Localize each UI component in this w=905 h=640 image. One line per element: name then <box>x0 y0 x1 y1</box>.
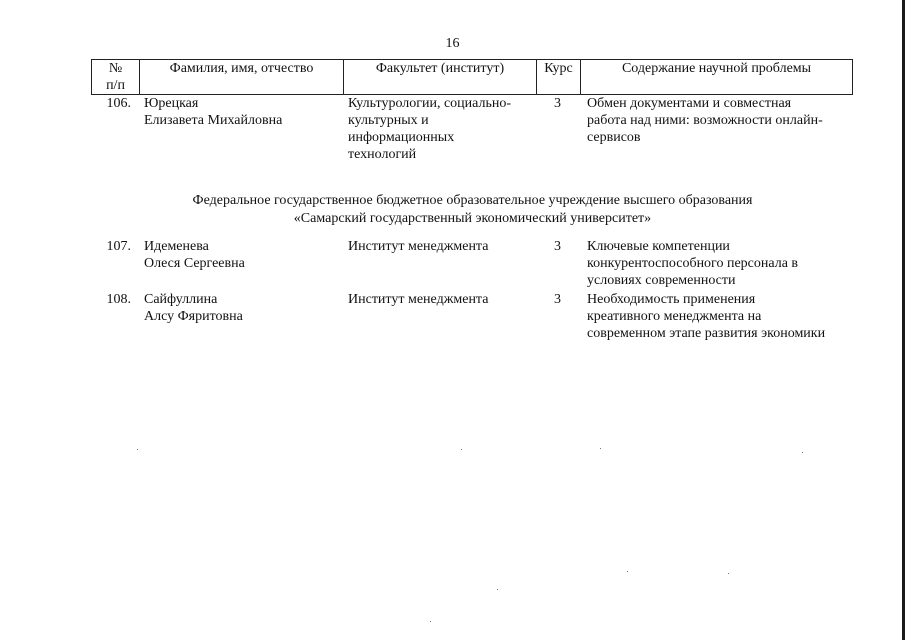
row-106-course: 3 <box>554 96 561 111</box>
row-106-faculty-line: информационных <box>348 130 455 145</box>
row-108-name <box>144 291 243 325</box>
row-106-problem <box>587 95 823 146</box>
row-108-problem-line: креативного менеджмента на <box>587 309 762 324</box>
page-number: 16 <box>445 36 460 51</box>
scan-speck <box>137 449 138 450</box>
row-107-number: 107. <box>106 239 131 254</box>
scan-speck <box>728 573 729 574</box>
header-faculty-cell: Факультет (институт) <box>344 60 537 95</box>
row-107-problem-line: конкурентоспособного персонала в <box>587 256 799 271</box>
header-number-abbrev: п/п <box>106 78 125 93</box>
row-107-surname: Идеменева <box>144 239 209 254</box>
organization-name: Федеральное государственное бюджетное образовательное учреждение высшего образования <box>192 193 753 208</box>
row-107-problem <box>587 238 798 289</box>
header-name-cell: Фамилия, имя, отчество <box>140 60 344 95</box>
row-106-faculty <box>348 95 511 163</box>
header-number-cell <box>92 60 140 95</box>
row-106-faculty-line: технологий <box>348 147 417 162</box>
row-106-problem-line: Обмен документами и совместная <box>587 96 792 111</box>
row-106-given-names: Елизавета Михайловна <box>144 113 283 128</box>
scan-speck <box>802 452 803 453</box>
row-108-number: 108. <box>106 292 131 307</box>
row-108-faculty: Институт менеджмента <box>348 292 489 307</box>
row-106-surname: Юрецкая <box>144 96 199 111</box>
row-106-name <box>144 95 282 129</box>
scan-speck <box>627 571 628 572</box>
row-107-name <box>144 238 245 272</box>
organization-heading <box>0 192 905 228</box>
organization-university: «Самарский государственный экономический университет» <box>293 211 652 226</box>
row-106-problem-line: работа над ними: возможности онлайн- <box>587 113 823 128</box>
header-number-symbol: № <box>108 61 123 76</box>
scan-speck <box>497 589 498 590</box>
row-106-number: 106. <box>106 96 131 111</box>
row-106-faculty-line: культурных и <box>348 113 429 128</box>
row-108-problem-line: Необходимость применения <box>587 292 756 307</box>
row-107-faculty: Институт менеджмента <box>348 239 489 254</box>
scan-speck <box>430 621 431 622</box>
row-107-problem-line: условиях современности <box>587 273 736 288</box>
row-107-problem-line: Ключевые компетенции <box>587 239 730 254</box>
row-107-given-names: Олеся Сергеевна <box>144 256 245 271</box>
row-106-faculty-line: Культурологии, социально- <box>348 96 512 111</box>
row-108-problem-line: современном этапе развития экономики <box>587 326 826 341</box>
row-106-problem-line: сервисов <box>587 130 641 145</box>
row-108-surname: Сайфуллина <box>144 292 218 307</box>
header-problem-cell: Содержание научной проблемы <box>581 60 853 95</box>
scan-speck <box>461 449 462 450</box>
row-108-course: 3 <box>554 292 561 307</box>
row-108-problem <box>587 291 825 342</box>
row-107-course: 3 <box>554 239 561 254</box>
scan-speck <box>600 448 601 449</box>
row-108-given-names: Алсу Фяритовна <box>144 309 243 324</box>
table-header <box>91 59 853 95</box>
header-course-cell: Курс <box>537 60 581 95</box>
